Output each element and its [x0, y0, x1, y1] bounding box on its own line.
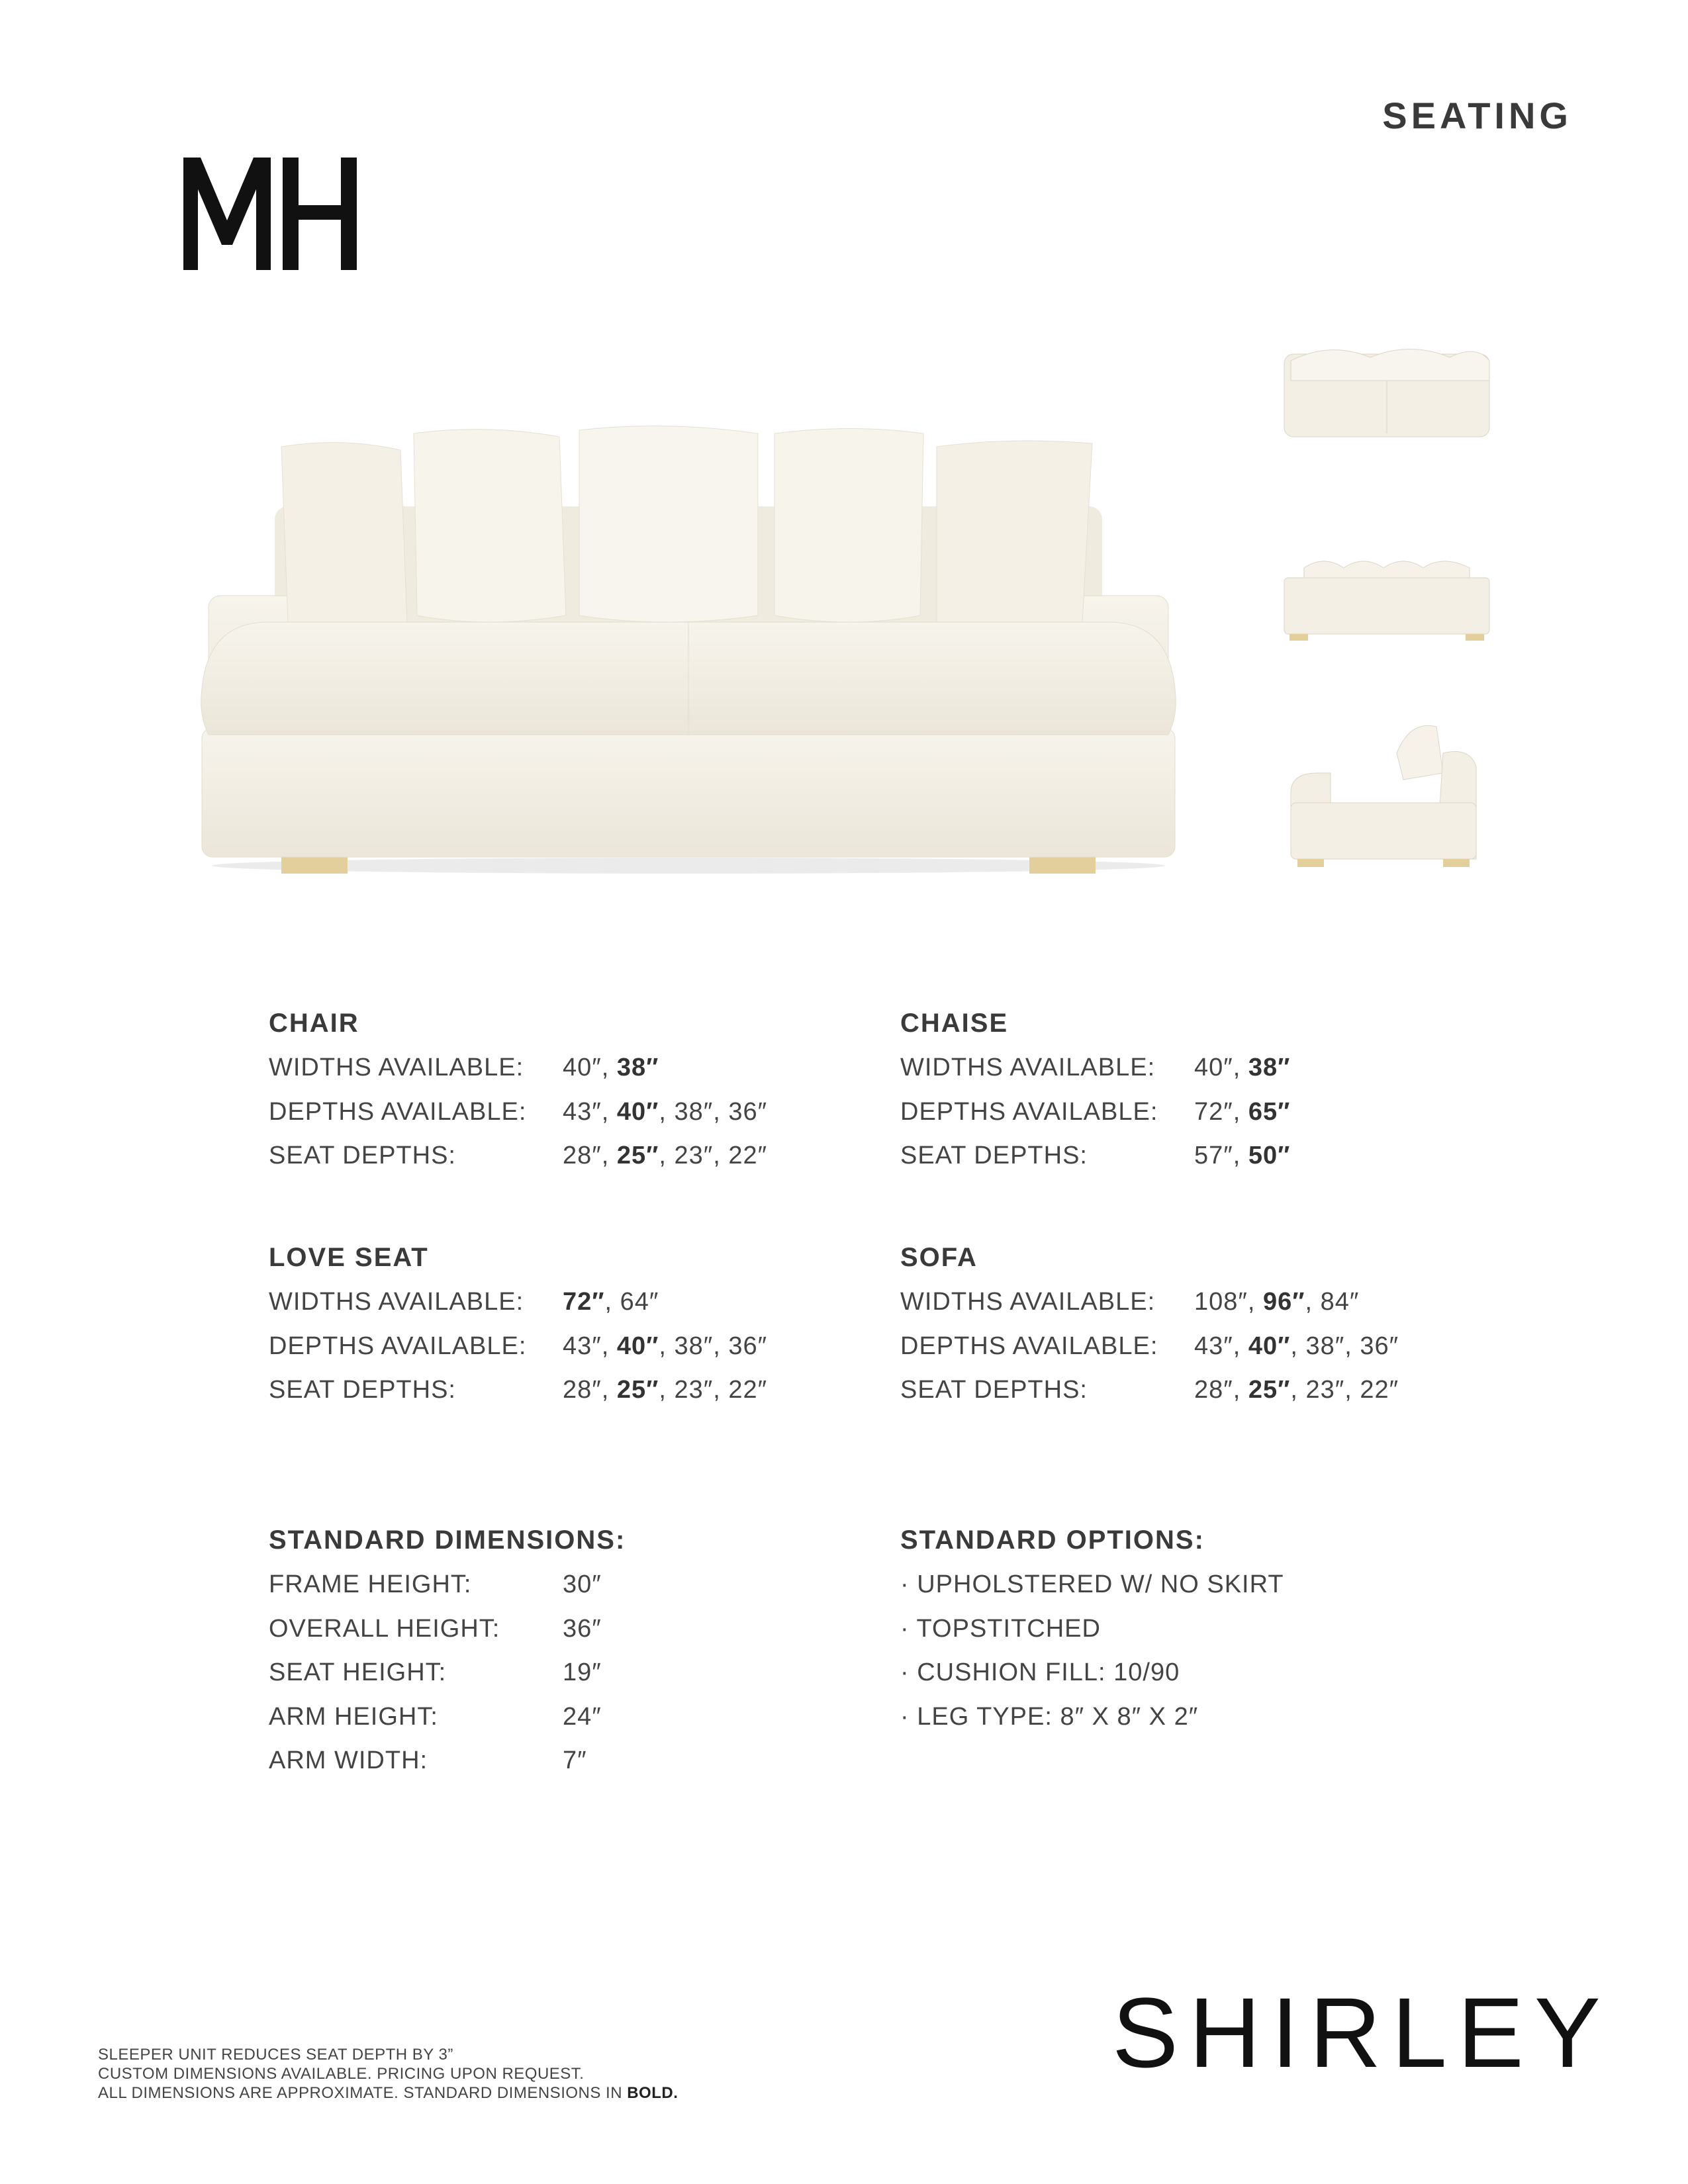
spec-label: SEAT DEPTHS:	[269, 1376, 456, 1404]
spec-row	[900, 1289, 1496, 1333]
value: 108″	[1194, 1288, 1248, 1316]
spec-block-love-seat	[269, 1243, 865, 1421]
value: 84″	[1320, 1288, 1360, 1316]
value: 43″	[563, 1097, 602, 1126]
dimension-label: SEAT HEIGHT:	[269, 1659, 447, 1686]
footer-notes	[98, 2045, 678, 2103]
dimension-value: 7″	[563, 1747, 587, 1774]
spec-block-sofa	[900, 1243, 1496, 1421]
spec-label: WIDTHS AVAILABLE:	[900, 1054, 1156, 1081]
spec-label: DEPTHS AVAILABLE:	[269, 1332, 527, 1360]
spec-label: SEAT DEPTHS:	[900, 1142, 1088, 1169]
spec-row	[900, 1099, 1496, 1143]
spec-values: 43″, 40″, 38″, 36″	[563, 1097, 768, 1126]
value: 64″	[620, 1288, 659, 1316]
spec-values: 40″, 38″	[563, 1054, 659, 1081]
value: 43″	[563, 1332, 602, 1360]
footer-bold-text: BOLD.	[627, 2084, 679, 2102]
spec-values: 28″, 25″, 23″, 22″	[563, 1142, 768, 1169]
value: 22″	[728, 1142, 768, 1169]
standard-value: 40″	[1248, 1332, 1291, 1360]
dimension-label: ARM HEIGHT:	[269, 1702, 438, 1731]
option-item: · TOPSTITCHED	[900, 1614, 1101, 1643]
value: 40″	[1194, 1054, 1233, 1081]
dimension-value: 36″	[563, 1614, 602, 1643]
spec-label: DEPTHS AVAILABLE:	[269, 1097, 527, 1126]
dimension-value: 19″	[563, 1659, 602, 1686]
standard-options	[900, 1525, 1496, 1747]
spec-row	[269, 1099, 865, 1143]
value: 28″	[563, 1142, 602, 1169]
spec-title: CHAISE	[900, 1009, 1009, 1038]
standard-value: 65″	[1248, 1097, 1291, 1126]
value: 38″	[1305, 1332, 1345, 1360]
dimension-label: FRAME HEIGHT:	[269, 1570, 472, 1598]
value: 43″	[1194, 1332, 1233, 1360]
sofa-top-view-thumbnail[interactable]	[1278, 341, 1496, 443]
spec-row	[269, 1142, 865, 1187]
value: 23″	[1305, 1376, 1345, 1404]
spec-row	[269, 1289, 865, 1333]
spec-values: 72″, 64″	[563, 1288, 659, 1316]
standard-value: 72″	[563, 1288, 605, 1316]
value: 22″	[728, 1376, 768, 1404]
value: 28″	[563, 1376, 602, 1404]
standard-value: 40″	[616, 1097, 659, 1126]
value: 38″	[674, 1332, 714, 1360]
spec-values: 57″, 50″	[1194, 1142, 1291, 1169]
spec-title: CHAIR	[269, 1009, 359, 1038]
option-item: · LEG TYPE: 8″ X 8″ X 2″	[900, 1702, 1199, 1731]
dimension-row	[269, 1704, 865, 1748]
dimension-label: OVERALL HEIGHT:	[269, 1614, 500, 1643]
value: 28″	[1194, 1376, 1233, 1404]
spec-row	[900, 1377, 1496, 1421]
spec-values: 28″, 25″, 23″, 22″	[1194, 1376, 1399, 1404]
standard-value: 96″	[1262, 1288, 1305, 1316]
footer-line: SLEEPER UNIT REDUCES SEAT DEPTH BY 3”	[98, 2046, 453, 2064]
dimension-value: 24″	[563, 1702, 602, 1731]
spec-label: SEAT DEPTHS:	[269, 1142, 456, 1169]
dimension-label: ARM WIDTH:	[269, 1747, 428, 1774]
spec-block-chair	[269, 1009, 865, 1187]
standard-dimensions	[269, 1525, 865, 1792]
sofa-side-view-thumbnail[interactable]	[1278, 707, 1496, 872]
value: 23″	[674, 1376, 714, 1404]
value: 38″	[674, 1097, 714, 1126]
footer-line: CUSTOM DIMENSIONS AVAILABLE. PRICING UPON REQUEST.	[98, 2065, 585, 2083]
spec-row	[900, 1054, 1496, 1099]
spec-block-chaise	[900, 1009, 1496, 1187]
footer-text: ALL DIMENSIONS ARE APPROXIMATE. STANDARD DIMENSIONS IN	[98, 2084, 628, 2102]
dimension-row	[269, 1571, 865, 1615]
standard-value: 38″	[616, 1054, 659, 1081]
spec-row	[900, 1142, 1496, 1187]
standard-value: 38″	[1248, 1054, 1291, 1081]
value: 57″	[1194, 1142, 1233, 1169]
spec-row	[269, 1333, 865, 1377]
brand-wordmark: SHIRLEY	[1112, 1977, 1611, 2088]
spec-row	[269, 1377, 865, 1421]
standard-dimensions-title: STANDARD DIMENSIONS:	[269, 1525, 626, 1555]
dimension-row	[269, 1747, 865, 1792]
standard-value: 40″	[616, 1332, 659, 1360]
sofa-front-image	[189, 424, 1188, 880]
spec-label: WIDTHS AVAILABLE:	[269, 1288, 524, 1316]
option-item: · CUSHION FILL: 10/90	[900, 1659, 1180, 1686]
category-title: SEATING	[1382, 95, 1572, 136]
spec-row	[269, 1054, 865, 1099]
spec-title: LOVE SEAT	[269, 1243, 429, 1272]
spec-values: 40″, 38″	[1194, 1054, 1291, 1081]
value: 72″	[1194, 1097, 1233, 1126]
standard-value: 50″	[1248, 1142, 1291, 1169]
value: 36″	[728, 1097, 768, 1126]
dimension-row	[269, 1659, 865, 1704]
spec-values: 43″, 40″, 38″, 36″	[1194, 1332, 1399, 1360]
spec-title: SOFA	[900, 1243, 978, 1272]
spec-values: 28″, 25″, 23″, 22″	[563, 1376, 768, 1404]
dimension-value: 30″	[563, 1570, 602, 1598]
spec-label: WIDTHS AVAILABLE:	[900, 1288, 1156, 1316]
standard-value: 25″	[1248, 1376, 1291, 1404]
value: 36″	[1360, 1332, 1399, 1360]
value: 36″	[728, 1332, 768, 1360]
mh-logo	[183, 158, 357, 270]
spec-values: 108″, 96″, 84″	[1194, 1288, 1360, 1316]
value: 22″	[1360, 1376, 1399, 1404]
value: 23″	[674, 1142, 714, 1169]
standard-value: 25″	[616, 1142, 659, 1169]
standard-value: 25″	[616, 1376, 659, 1404]
sofa-back-view-thumbnail[interactable]	[1278, 548, 1496, 644]
option-item: · UPHOLSTERED W/ NO SKIRT	[900, 1570, 1284, 1598]
spec-values: 43″, 40″, 38″, 36″	[563, 1332, 768, 1360]
spec-values: 72″, 65″	[1194, 1097, 1291, 1126]
spec-label: SEAT DEPTHS:	[900, 1376, 1088, 1404]
footer-line	[98, 2083, 678, 2103]
standard-options-title: STANDARD OPTIONS:	[900, 1525, 1205, 1555]
spec-label: DEPTHS AVAILABLE:	[900, 1332, 1158, 1360]
spec-label: DEPTHS AVAILABLE:	[900, 1097, 1158, 1126]
value: 40″	[563, 1054, 602, 1081]
dimension-row	[269, 1615, 865, 1660]
spec-row	[900, 1333, 1496, 1377]
spec-label: WIDTHS AVAILABLE:	[269, 1054, 524, 1081]
